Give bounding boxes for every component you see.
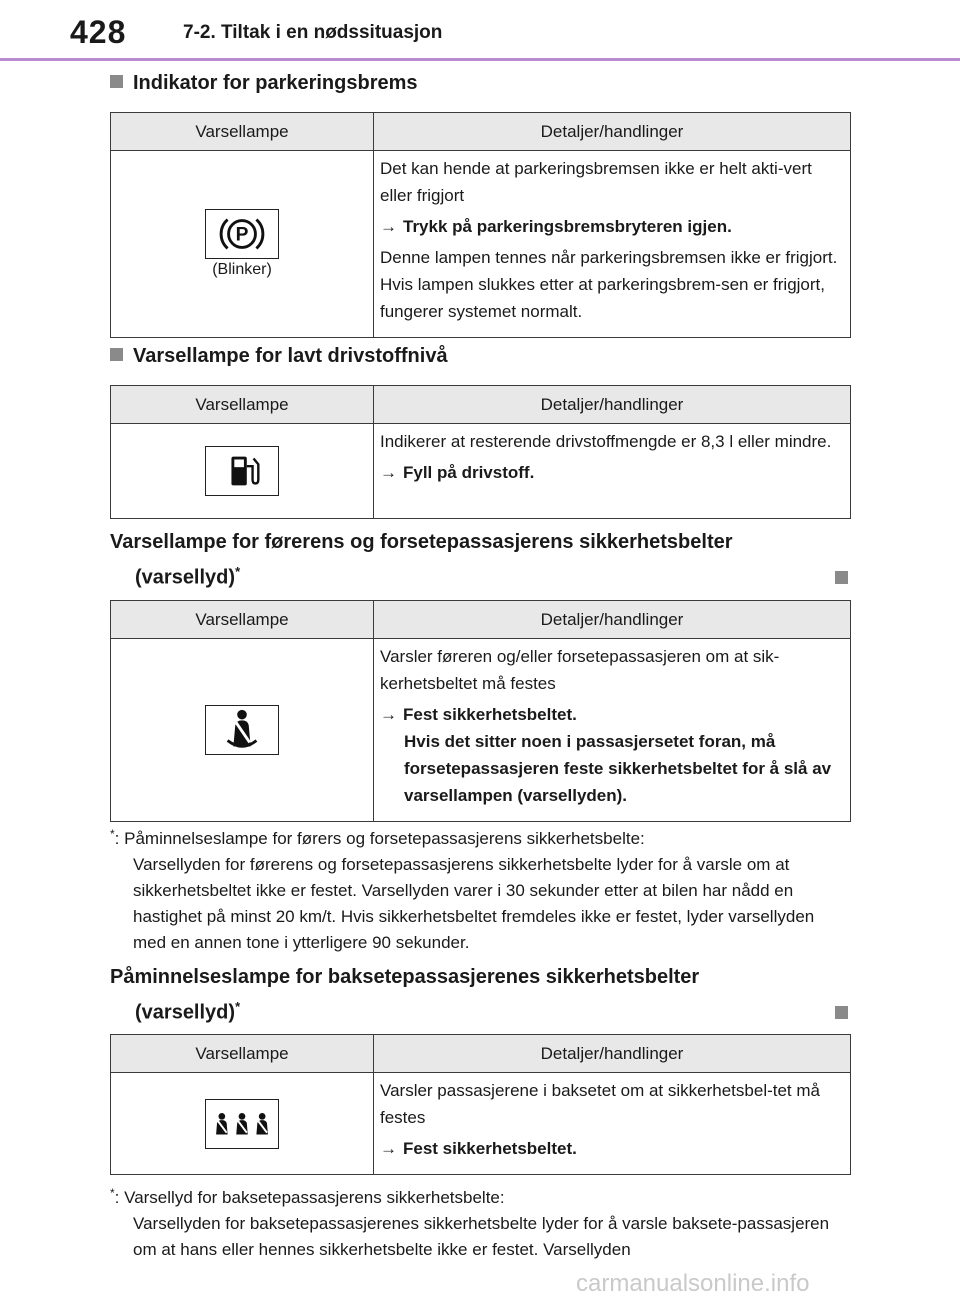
- action-text: → Fest sikkerhetsbeltet.: [380, 1139, 577, 1158]
- column-header-lamp: Varsellampe: [111, 601, 374, 639]
- icon-caption: (Blinker): [212, 261, 272, 278]
- lamp-cell: [111, 424, 374, 519]
- parking-brake-icon: [205, 209, 279, 259]
- section-square-icon: [110, 348, 123, 361]
- header-rule: [0, 58, 960, 61]
- column-header-details: Detaljer/handlinger: [374, 386, 851, 424]
- section-title-front-seatbelt: Varsellampe for førerens og forsetepassasjerens sikkerhetsbelter (varsellyd)*: [110, 527, 850, 593]
- column-header-details: Detaljer/handlinger: [374, 1035, 851, 1073]
- footnote-rear-seatbelt: *: Varsellyd for baksetepassasjerens sikkerhetsbelte: Varsellyden for baksetepassasjerenes sikkerhetsbelte lyder for å varsle baksete-passasjeren om at hans eller hennes sikkerhetsbelte ikke er festet. Varsellyden: [110, 1186, 830, 1259]
- rear-seatbelt-table: [110, 1034, 851, 1175]
- details-cell: [374, 151, 851, 338]
- column-header-details: Detaljer/handlinger: [374, 601, 851, 639]
- fuel-pump-icon: [205, 446, 279, 496]
- details-cell: [374, 1073, 851, 1175]
- parking-brake-table: [110, 112, 851, 338]
- details-cell: [374, 639, 851, 822]
- section-title-parking-brake: Indikator for parkeringsbrems: [110, 72, 418, 95]
- lamp-cell: [111, 639, 374, 822]
- column-header-lamp: Varsellampe: [111, 386, 374, 424]
- lamp-cell: [111, 1073, 374, 1175]
- section-square-icon: [835, 571, 848, 584]
- detail-text: Det kan hende at parkeringsbremsen ikke er helt akti-vert eller frigjort: [380, 159, 812, 205]
- detail-text: Varsler passasjerene i baksetet om at sikkerhetsbel-tet må festes: [380, 1081, 820, 1127]
- section-title-fuel: Varsellampe for lavt drivstoffnivå: [110, 345, 448, 368]
- chapter-title: 7-2. Tiltak i en nødssituasjon: [183, 22, 443, 43]
- detail-text: Varsler føreren og/eller forsetepassasjeren om at sik-kerhetsbeltet må festes: [380, 647, 780, 693]
- rear-seatbelts-icon: [205, 1099, 279, 1149]
- seatbelt-icon: [205, 705, 279, 755]
- column-header-details: Detaljer/handlinger: [374, 113, 851, 151]
- column-header-lamp: Varsellampe: [111, 113, 374, 151]
- detail-text: Indikerer at resterende drivstoffmengde er 8,3 l eller mindre.: [380, 432, 832, 451]
- watermark: carmanualsonline.info: [576, 1270, 810, 1297]
- footnote-front-seatbelt: *: Påminnelseslampe for førers og forsetepassasjerens sikkerhetsbelte: Varsellyden for førerens og forsetepassasjerens sikkerhetsbelte lyder for å varsle om at sikkerhetsbeltet ikke er festet. Varsellyden varer i 30 sekunder etter at bilen har nådd en hastighet på minst 20 km/t. Hvis sikkerhetsbeltet fremdeles ikke er festet, lyder varsellyden med en annen tone i ytterligere 90 sekunder.: [110, 827, 815, 952]
- front-seatbelt-table: [110, 600, 851, 822]
- section-square-icon: [835, 1006, 848, 1019]
- page-header: [0, 0, 960, 62]
- action-extra-text: Hvis det sitter noen i passasjersetet foran, må forsetepassasjeren feste sikkerhetsbeltet for å slå av varsellampen (varsellyden).: [404, 732, 832, 805]
- page-number: 428: [70, 14, 127, 50]
- action-text: → Trykk på parkeringsbremsbryteren igjen.: [380, 217, 732, 236]
- action-text: → Fest sikkerhetsbeltet.: [380, 705, 577, 724]
- section-square-icon: [110, 75, 123, 88]
- section-title-rear-seatbelt: Påminnelseslampe for baksetepassasjerenes sikkerhetsbelter (varsellyd)*: [110, 962, 850, 1028]
- lamp-cell: [111, 151, 374, 338]
- details-cell: [374, 424, 851, 519]
- action-text: → Fyll på drivstoff.: [380, 463, 535, 482]
- svg-text:P: P: [235, 224, 249, 246]
- fuel-table: [110, 385, 851, 519]
- detail-text: Denne lampen tennes når parkeringsbremsen ikke er frigjort. Hvis lampen slukkes etter at parkeringsbrem-sen er frigjort, fungerer systemet normalt.: [380, 248, 838, 321]
- column-header-lamp: Varsellampe: [111, 1035, 374, 1073]
